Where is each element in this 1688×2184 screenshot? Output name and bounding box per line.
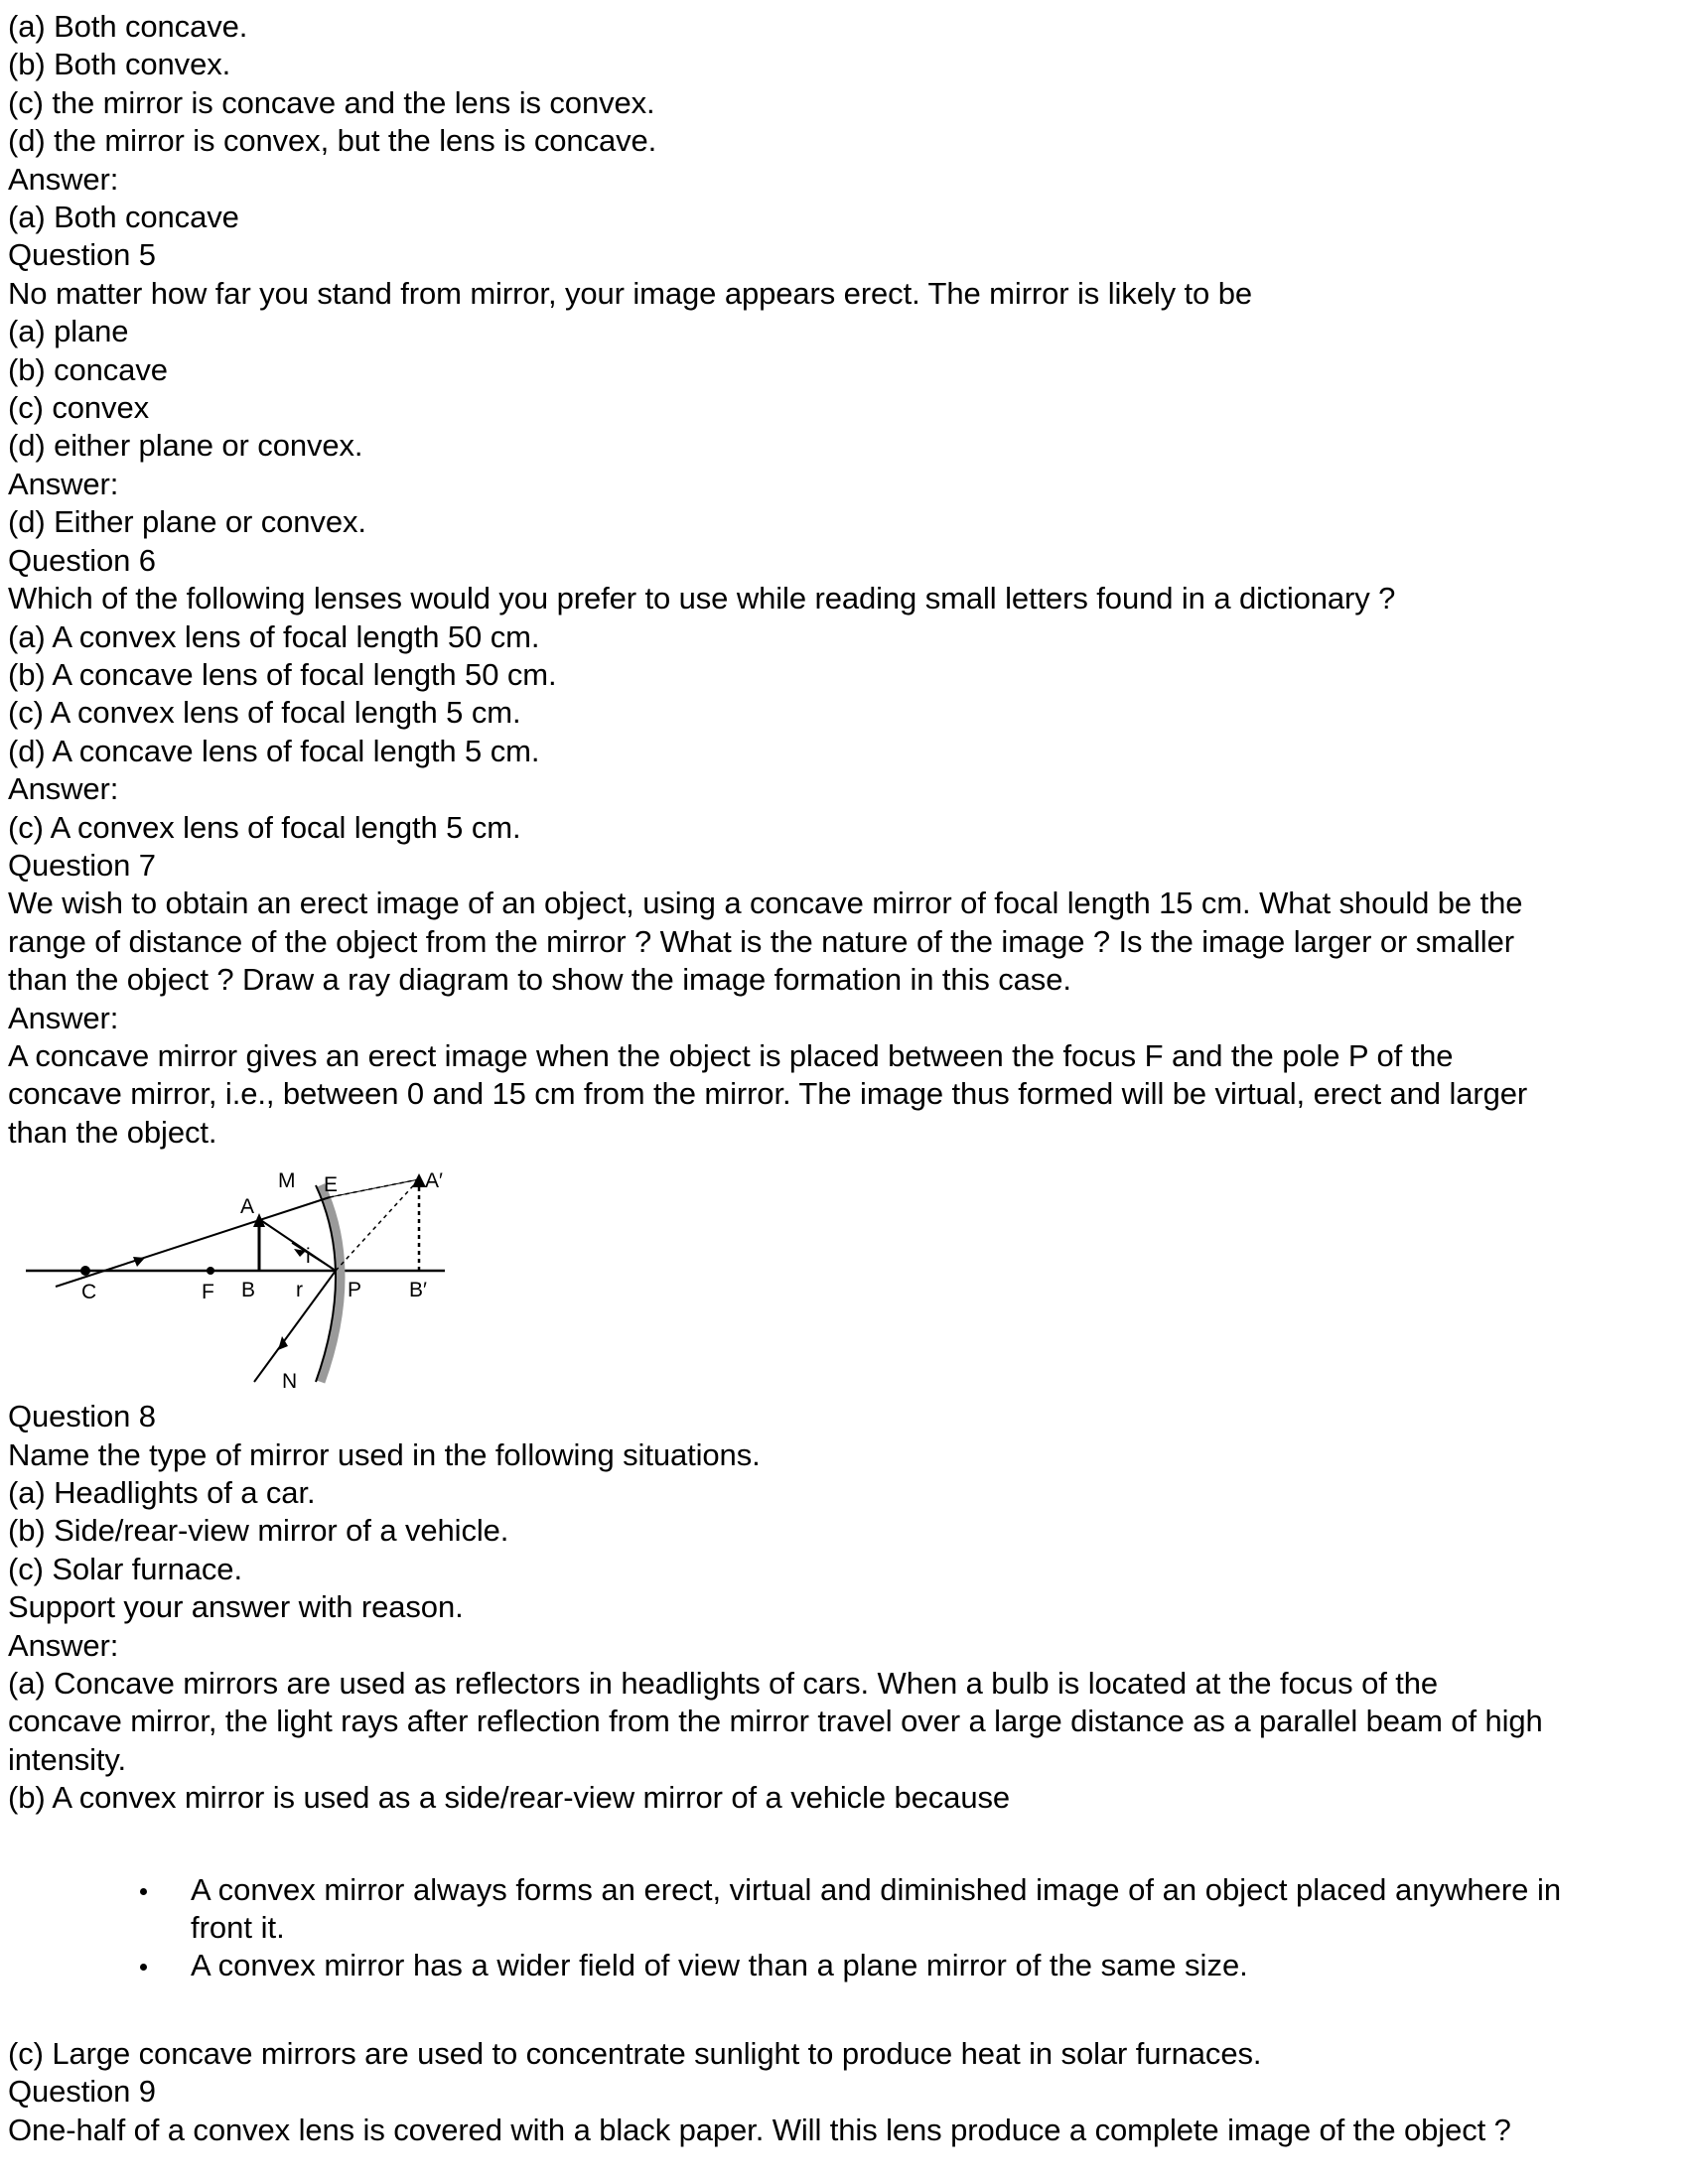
q7-title: Question 7 [8,847,156,883]
document-page [8,8,1680,2149]
concave-mirror-ray-diagram [18,1158,475,1396]
q4-option-b: (b) Both convex. [8,47,231,82]
q9-title: Question 9 [8,2074,156,2110]
bullet-icon [140,1964,147,1971]
q6-title: Question 6 [8,542,156,578]
list-item [8,1947,1680,1984]
q6-text: Which of the following lenses would you prefer to use while reading small letters found in a dictionary ? [8,581,1396,616]
q9-text: One-half of a convex lens is covered with a black paper. Will this lens produce a complete image of the object ? [8,2112,1511,2147]
q5-title: Question 5 [8,237,156,273]
label-f: F [202,1281,214,1304]
q6-answer: (c) A convex lens of focal length 5 cm. [8,809,521,845]
q8-answer-label: Answer: [8,1627,119,1663]
q8-answer-a-line-1: (a) Concave mirrors are used as reflectors in headlights of cars. When a bulb is located at the focus of the [8,1666,1439,1702]
q4-option-d: (d) the mirror is convex, but the lens is concave. [8,123,657,159]
q5-answer: (d) Either plane or convex. [8,504,366,540]
bullet-icon [140,1888,147,1895]
q8-answer-b: (b) A convex mirror is used as a side/rear-view mirror of a vehicle because [8,1780,1011,1816]
q7-answer-label: Answer: [8,1000,119,1035]
q7-text-line-3: than the object ? Draw a ray diagram to show the image formation in this case. [8,962,1071,998]
q7-answer-line-1: A concave mirror gives an erect image when the object is placed between the focus F and the pole P of the [8,1037,1454,1073]
q8-answer-c: (c) Large concave mirrors are used to concentrate sunlight to produce heat in solar furnaces. [8,2035,1262,2071]
normal-line [292,1243,336,1271]
q8-support: Support your answer with reason. [8,1589,464,1625]
q5-option-b: (b) concave [8,351,168,387]
label-b: B [241,1279,256,1302]
label-c: C [81,1281,97,1304]
center-point [80,1266,90,1276]
q8-option-c: (c) Solar furnace. [8,1551,242,1586]
q6-answer-label: Answer: [8,771,119,807]
label-m: M [278,1169,296,1193]
q8-answer-a-line-3: intensity. [8,1741,127,1777]
label-i: i [306,1245,311,1269]
q5-answer-label: Answer: [8,466,119,501]
q7-text-line-2: range of distance of the object from the mirror ? What is the nature of the image ? Is the image larger or smaller [8,923,1514,959]
q8-option-a: (a) Headlights of a car. [8,1475,316,1510]
q6-option-c: (c) A convex lens of focal length 5 cm. [8,695,521,731]
q4-answer-label: Answer: [8,161,119,197]
mirror-shading [321,1185,341,1382]
q5-option-c: (c) convex [8,390,149,426]
bullet-2-line-1: A convex mirror has a wider field of view than a plane mirror of the same size. [191,1948,1248,1983]
q8-title: Question 8 [8,1399,156,1434]
q7-answer-line-2: concave mirror, i.e., between 0 and 15 cm from the mirror. The image thus formed will be virtual, erect and larger [8,1076,1528,1112]
q4-option-a: (a) Both concave. [8,9,248,44]
label-b-image: B′ [409,1279,427,1302]
q4-option-c: (c) the mirror is concave and the lens is convex. [8,84,655,120]
bullet-1-line-2: front it. [191,1910,285,1946]
q8-text: Name the type of mirror used in the following situations. [8,1436,761,1472]
q8-bullet-list [8,1871,1680,1985]
focus-point [207,1267,214,1275]
q4-answer: (a) Both concave [8,200,239,235]
label-a-image: A′ [425,1169,443,1193]
q6-option-d: (d) A concave lens of focal length 5 cm. [8,733,540,768]
ray-diagram-svg [18,1158,475,1396]
label-e: E [324,1173,339,1197]
bullet-1-line-1: A convex mirror always forms an erect, virtual and diminished image of an object placed anywhere in [191,1871,1562,1907]
q5-text: No matter how far you stand from mirror, your image appears erect. The mirror is likely to be [8,275,1252,311]
q6-option-b: (b) A concave lens of focal length 50 cm. [8,656,557,692]
label-n: N [282,1370,298,1394]
q5-option-a: (a) plane [8,314,129,349]
q7-answer-line-3: than the object. [8,1114,217,1150]
label-p: P [348,1279,362,1302]
q6-option-a: (a) A convex lens of focal length 50 cm. [8,618,540,654]
label-a: A [240,1195,255,1219]
ray-through-center [56,1197,330,1287]
q8-answer-a-line-2: concave mirror, the light rays after reflection from the mirror travel over a large distance as a parallel beam of high [8,1704,1543,1739]
q8-option-b: (b) Side/rear-view mirror of a vehicle. [8,1513,509,1549]
list-item [8,1871,1680,1948]
q5-option-d: (d) either plane or convex. [8,428,363,464]
q7-text-line-1: We wish to obtain an erect image of an object, using a concave mirror of focal length 15 cm. What should be the [8,886,1523,921]
label-r: r [296,1279,303,1302]
